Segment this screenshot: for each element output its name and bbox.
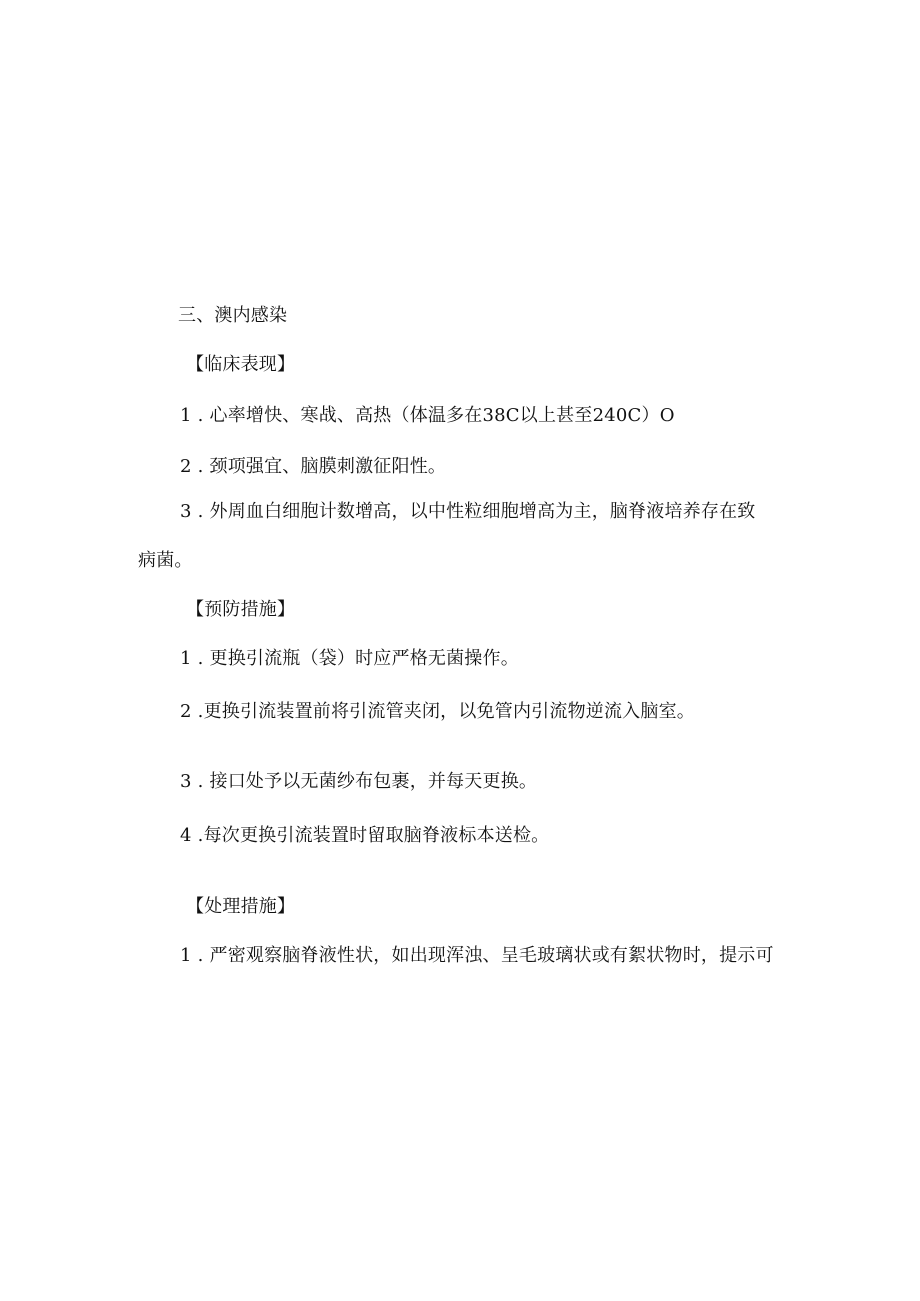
clinical-item-3-continuation: 病菌。	[138, 550, 193, 571]
item-number: 2	[180, 701, 192, 722]
item-number: 2	[180, 456, 192, 477]
treatment-heading: 【处理措施】	[186, 896, 296, 917]
item-number: 4	[180, 825, 192, 846]
item-text: . 外周血白细胞计数增高，以中性粒细胞增高为主，脑脊液培养存在致	[197, 501, 756, 522]
clinical-heading: 【临床表现】	[186, 354, 296, 375]
prevention-item-2	[180, 700, 695, 724]
prevention-heading: 【预防措施】	[186, 599, 296, 620]
item-text: . 颈项强宜、脑膜刺激征阳性。	[197, 456, 447, 477]
item-number: 1	[180, 648, 192, 669]
item-text: . 接口处予以无菌纱布包裹，并每天更换。	[197, 771, 538, 792]
item-number: 1	[180, 405, 192, 426]
section-heading: 三、澳内感染	[178, 305, 288, 326]
prevention-item-3	[180, 770, 537, 794]
prevention-item-1	[180, 647, 519, 671]
item-number: 1	[180, 945, 192, 966]
item-number: 3	[180, 501, 192, 522]
prevention-item-4	[180, 824, 549, 848]
item-text: . 严密观察脑脊液性状，如出现浑浊、呈毛玻璃状或有絮状物时，提示可	[197, 945, 774, 966]
item-text: . 心率增快、寒战、高热（体温多在38C以上甚至240C）O	[197, 405, 675, 426]
item-text: . 更换引流瓶（袋）时应严格无菌操作。	[197, 648, 519, 669]
clinical-item-3	[180, 500, 756, 524]
treatment-item-1	[180, 944, 774, 968]
item-text: .每次更换引流装置时留取脑脊液标本送检。	[197, 825, 550, 846]
item-number: 3	[180, 771, 192, 792]
clinical-item-2	[180, 455, 446, 479]
item-text: .更换引流装置前将引流管夹闭，以免管内引流物逆流入脑室。	[197, 701, 695, 722]
clinical-item-1	[180, 404, 675, 428]
